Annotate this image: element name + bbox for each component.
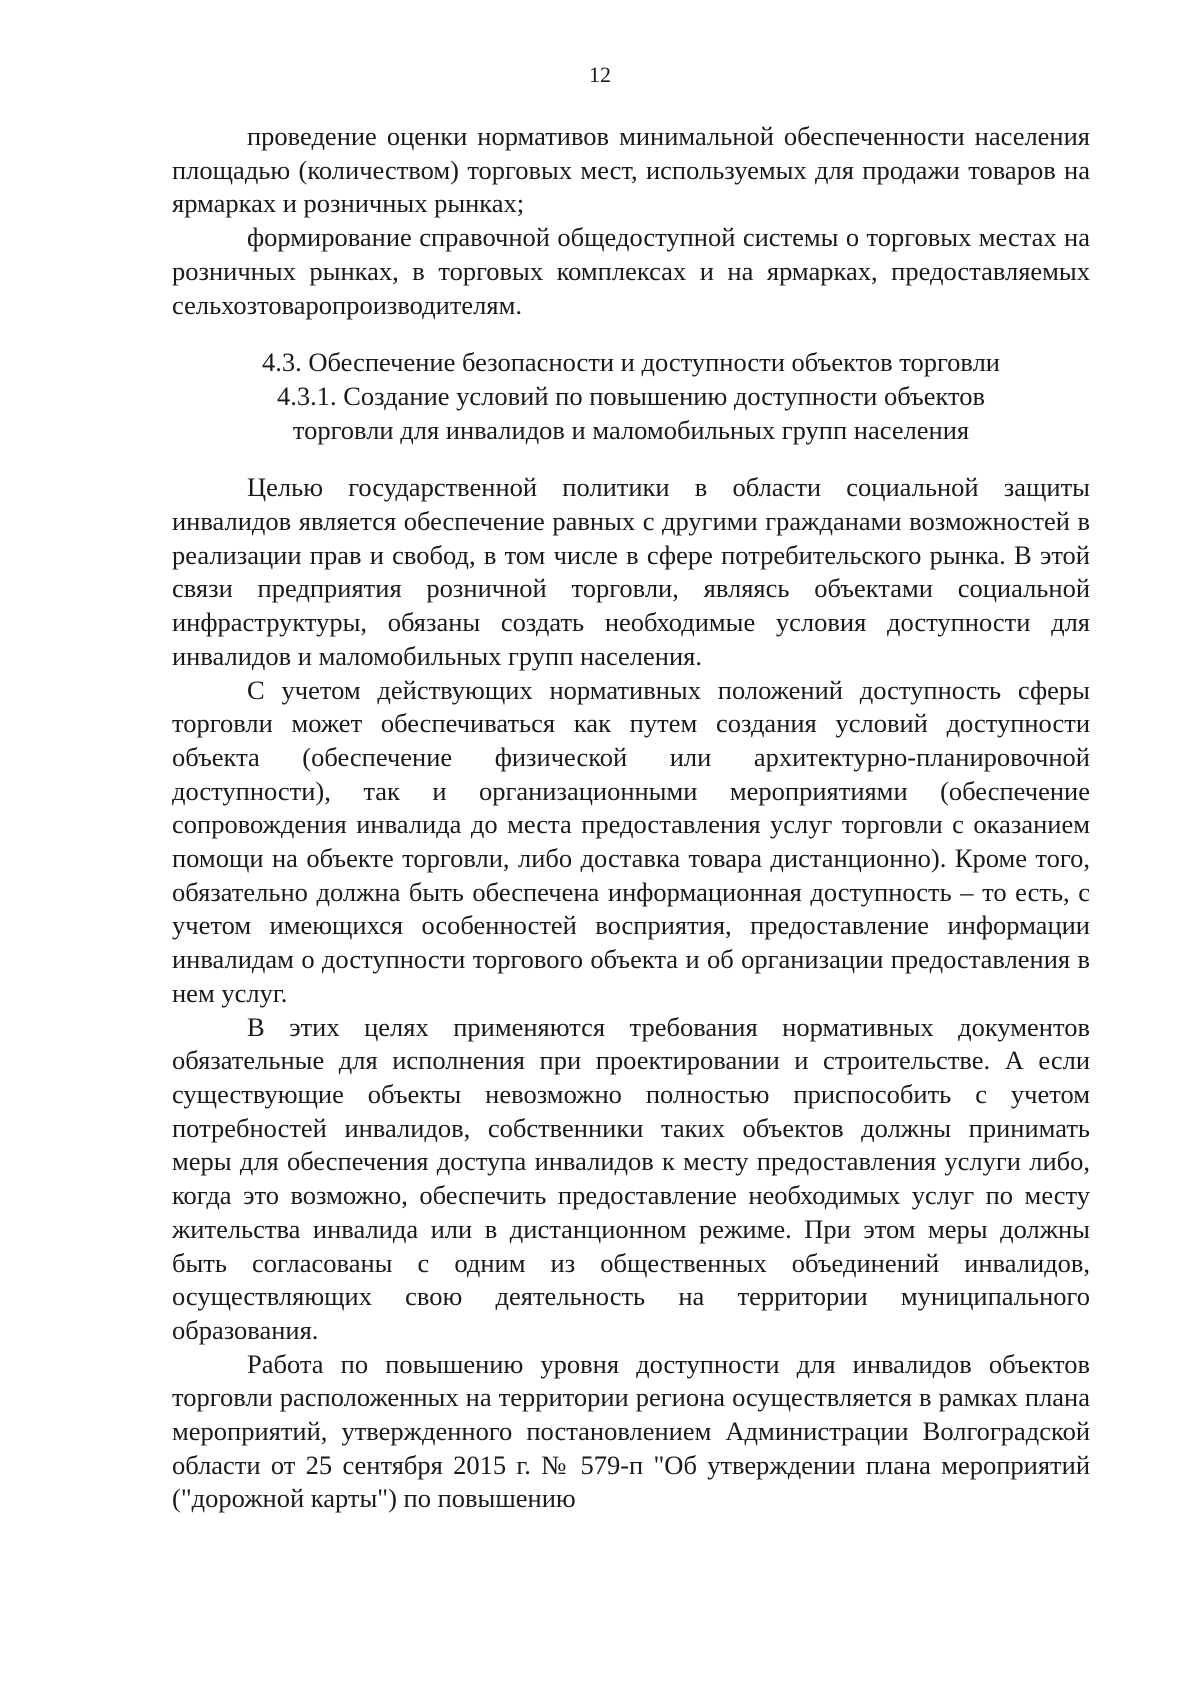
paragraph-policy-goal: Целью государственной политики в области социальной защиты инвалидов является обеспечение равных с другими гражданами возможностей в реализации прав и свобод, в том числе в сфере потребительского рынка. В этой связи предприятия розничной торговли, являясь объектами социальной инфраструктуры, обязаны создать необходимые условия доступности для инвалидов и маломобильных групп населения.: [172, 472, 1090, 671]
paragraph-requirements: В этих целях применяются требования нормативных документов обязательные для исполнения при проектировании и строительстве. А если существующие объекты невозможно полностью приспособить с учетом потребностей инвалидов, собственники таких объектов должны принимать меры для обеспечения доступа инвалидов к месту предоставления услуги либо, когда это возможно, обеспечить предоставление необходимых услуг по месту жительства инвалида или в дистанционном режиме. При этом меры должны быть согласованы с одним из общественных объединений инвалидов, осуществляющих свою деятельность на территории муниципального образования.: [172, 1011, 1090, 1345]
subsection-heading-line-2: торговли для инвалидов и маломобильных групп населения: [292, 414, 970, 445]
paragraph-reference-system: формирование справочной общедоступной системы о торговых местах на розничных рынках, в торговых комплексах и на ярмарках, предоставляемых сельхозтоваропроизводителям.: [172, 222, 1090, 320]
subsection-heading-line-1: 4.3.1. Создание условий по повышению доступности объектов: [276, 380, 986, 411]
paragraph-accessibility-means: С учетом действующих нормативных положений доступность сферы торговли может обеспечиваться как путем создания условий доступности объекта (обеспечение физической или архитектурно-планировочной доступности), так и организационными мероприятиями (обеспечение сопровождения инвалида до места предоставления услуг торговли с оказанием помощи на объекте торговли, либо доставка товара дистанционно). Кроме того, обязательно должна быть обеспечена информационная доступность – то есть, с учетом имеющихся особенностей восприятия, предоставление информации инвалидам о доступности торгового объекта и об организации предоставления в нем услуг.: [172, 674, 1090, 1008]
section-heading-block: [172, 346, 1090, 447]
document-body: [172, 120, 1090, 1516]
paragraph-regional-plan: Работа по повышению уровня доступности для инвалидов объектов торговли расположенных на территории региона осуществляется в рамках плана мероприятий, утвержденного постановлением Администрации Волгоградской области от 25 сентября 2015 г. № 579-п "Об утверждении плана мероприятий ("дорожной карты") по повышению: [172, 1348, 1090, 1514]
page-number: 12: [589, 62, 611, 87]
section-heading: 4.3. Обеспечение безопасности и доступности объектов торговли: [262, 347, 1000, 378]
paragraph-assessment: проведение оценки нормативов минимальной обеспеченности населения площадью (количеством) торговых мест, используемых для продажи товаров на ярмарках и розничных рынках;: [172, 121, 1090, 219]
